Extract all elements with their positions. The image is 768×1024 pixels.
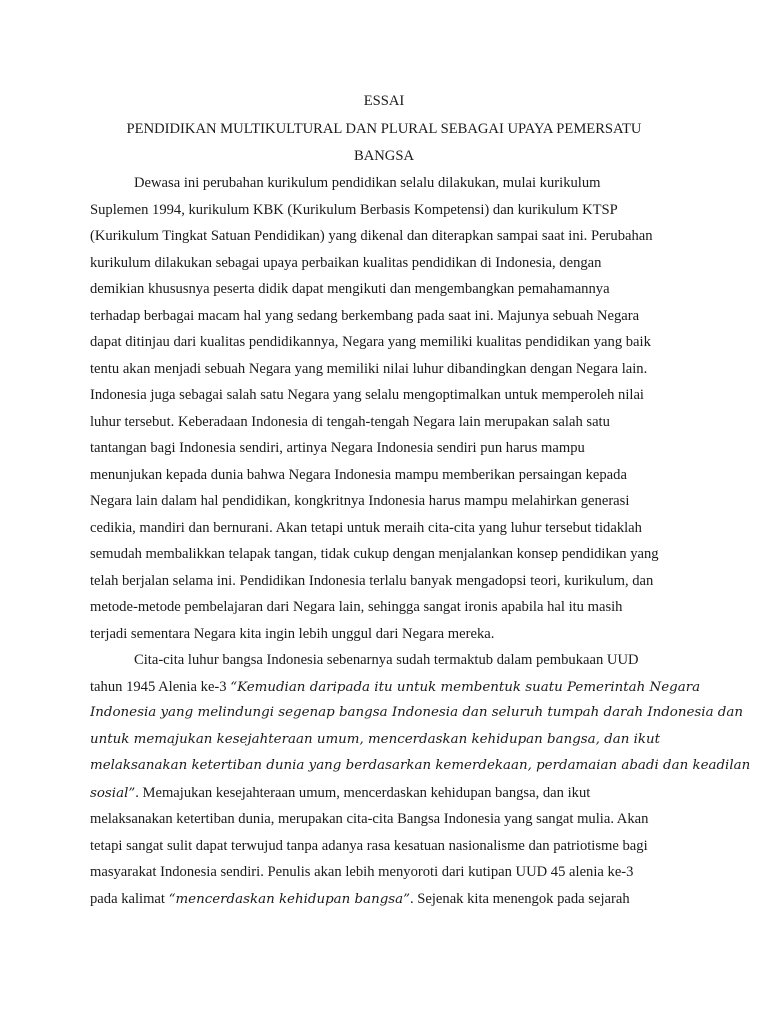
paragraph-2-line: Cita-cita luhur bangsa Indonesia sebenarnya sudah termaktub dalam pembukaan UUD [134,652,639,668]
paragraph-1-line: demikian khususnya peserta didik dapat mengikuti dan mengembangkan pemahamannya [90,281,610,297]
paragraph-2-line: melaksanakan ketertiban dunia, merupakan cita-cita Bangsa Indonesia yang sangat mulia. Akan [90,811,649,827]
document-body [90,170,751,912]
quote-text: sosial” [90,785,136,801]
quote-text: “Kemudian daripada itu untuk membentuk suatu Pemerintah Negara [230,679,701,695]
quote-line: untuk memajukan kesejahteraan umum, mencerdaskan kehidupan bangsa, dan ikut [90,731,660,747]
quote-line: melaksanakan ketertiban dunia yang berdasarkan kemerdekaan, perdamaian abadi dan keadilan [90,758,751,773]
paragraph-1-line: semudah membalikkan telapak tangan, tidak cukup dengan menjalankan konsep pendidikan yang [90,546,659,562]
paragraph-1 [90,170,690,647]
paragraph-1-line: metode-metode pembelajaran dari Negara lain, sehingga sangat ironis apabila hal itu masih [90,599,623,615]
paragraph-2-text: pada kalimat [90,890,169,907]
paragraph-1-line: tantangan bagi Indonesia sendiri, artinya Negara Indonesia sendiri pun harus mampu [90,440,585,456]
paragraph-2-line [90,886,690,913]
paragraph-1-line: Indonesia juga sebagai salah satu Negara yang selalu mengoptimalkan untuk memperoleh nilai [90,387,644,403]
paragraph-1-line: tentu akan menjadi sebuah Negara yang memiliki nilai luhur dibandingkan dengan Negara lain. [90,360,648,377]
paragraph-1-line: kurikulum dilakukan sebagai upaya perbaikan kualitas pendidikan di Indonesia, dengan [90,254,602,271]
document-title-line-1: PENDIDIKAN MULTIKULTURAL DAN PLURAL SEBAGAI UPAYA PEMERSATU [126,121,642,137]
paragraph-2-line [90,780,690,807]
paragraph-2-line: tetapi sangat sulit dapat terwujud tanpa adanya rasa kesatuan nasionalisme dan patriotisme bagi [90,837,648,854]
document-title-line-2: BANGSA [353,148,414,164]
paragraph-1-line: terhadap berbagai macam hal yang sedang berkembang pada saat ini. Majunya sebuah Negara [90,307,640,324]
paragraph-1-line: Dewasa ini perubahan kurikulum pendidikan selalu dilakukan, mulai kurikulum [134,175,601,191]
paragraph-1-line: luhur tersebut. Keberadaan Indonesia di tengah-tengah Negara lain merupakan salah satu [90,413,610,430]
paragraph-1-line: Negara lain dalam hal pendidikan, kongkritnya Indonesia harus mampu melahirkan generasi [90,493,630,509]
document-label: ESSAI [363,93,405,109]
paragraph-2-text: . Memajukan kesejahteraan umum, mencerdaskan kehidupan bangsa, dan ikut [135,784,591,801]
quote-line: Indonesia yang melindungi segenap bangsa Indonesia dan seluruh tumpah darah Indonesia dan [90,705,743,720]
paragraph-1-line: Suplemen 1994, kurikulum KBK (Kurikulum Berbasis Kompetensi) dan kurikulum KTSP [90,201,618,218]
paragraph-1-line: telah berjalan selama ini. Pendidikan Indonesia terlalu banyak mengadopsi teori, kurikulum, dan [90,572,654,589]
paragraph-1-line: dapat ditinjau dari kualitas pendidikannya, Negara yang memiliki kualitas pendidikan yang baik [90,334,651,350]
paragraph-2-text: . Sejenak kita menengok pada sejarah [409,890,630,907]
paragraph-1-line: terjadi sementara Negara kita ingin lebih unggul dari Negara mereka. [90,625,495,642]
paragraph-1-line: menunjukan kepada dunia bahwa Negara Indonesia mampu memberikan persaingan kepada [90,466,627,483]
paragraph-2-text: tahun 1945 Alenia ke-3 [90,678,231,695]
paragraph-1-line: cedikia, mandiri dan bernurani. Akan tetapi untuk meraih cita-cita yang luhur tersebut tidaklah [90,519,642,536]
quote-text: “mencerdaskan kehidupan bangsa” [168,891,410,907]
paragraph-1-line: (Kurikulum Tingkat Satuan Pendidikan) yang dikenal dan diterapkan sampai saat ini. Perubahan [90,228,653,244]
paragraph-2-line: masyarakat Indonesia sendiri. Penulis akan lebih menyoroti dari kutipan UUD 45 alenia ke-3 [90,864,634,880]
paragraph-2 [90,647,751,912]
paragraph-2-line [90,674,701,701]
